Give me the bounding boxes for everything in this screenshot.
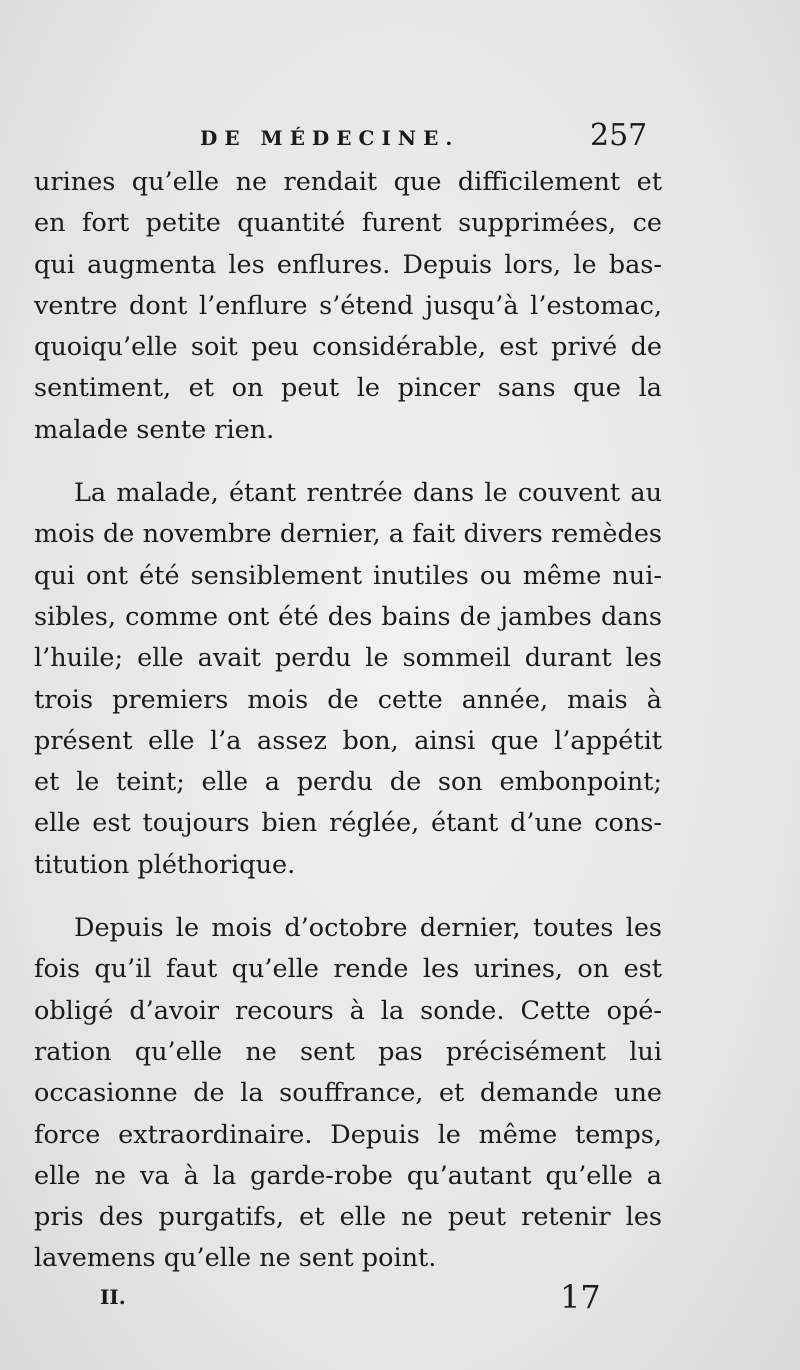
paragraph (34, 473, 662, 886)
text-line: mois de novembre dernier, a fait divers remèdes (34, 519, 662, 550)
text-line: obligé d’avoir recours à la sonde. Cette opé- (34, 995, 662, 1026)
text-line: trois premiers mois de cette année, mais à (34, 684, 662, 715)
page-number: 257 (590, 118, 648, 153)
text-line: en fort petite quantité furent supprimées, ce (34, 208, 662, 239)
text-line: ration qu’elle ne sent pas précisément lui (34, 1036, 662, 1067)
text-line: présent elle l’a assez bon, ainsi que l’appétit (34, 725, 662, 756)
running-title: DE MÉDECINE. (200, 126, 460, 150)
text-line: elle ne va à la garde-robe qu’autant qu’elle a (34, 1160, 662, 1191)
text-line: elle est toujours bien réglée, étant d’une cons- (34, 808, 662, 839)
text-line: lavemens qu’elle ne sent point. (34, 1243, 437, 1274)
body-text (34, 162, 662, 1302)
page-header (0, 118, 800, 158)
text-line: pris des purgatifs, et elle ne peut retenir les (34, 1202, 662, 1233)
text-line: qui ont été sensiblement inutiles ou même nui- (34, 560, 662, 591)
text-line: et le teint; elle a perdu de son embonpoint; (34, 767, 662, 798)
paragraph (34, 162, 662, 451)
text-line: urines qu’elle ne rendait que difficilement et (34, 167, 662, 197)
text-line: l’huile; elle avait perdu le sommeil durant les (34, 643, 662, 674)
text-line: fois qu’il faut qu’elle rende les urines, on est (34, 954, 662, 985)
page-footer (0, 1278, 800, 1318)
volume-mark: II. (100, 1285, 126, 1309)
text-line: malade sente rien. (34, 414, 275, 445)
text-line: sibles, comme ont été des bains de jambes dans (34, 601, 662, 632)
text-line: qui augmenta les enflures. Depuis lors, le bas- (34, 249, 662, 280)
text-line: titution pléthorique. (34, 849, 296, 880)
text-line: Depuis le mois d’octobre dernier, toutes les (74, 913, 662, 944)
text-line: quoiqu’elle soit peu considérable, est privé de (34, 332, 662, 363)
paragraph (34, 908, 662, 1280)
text-line: occasionne de la souffrance, et demande une (34, 1078, 662, 1109)
text-line: ventre dont l’enflure s’étend jusqu’à l’estomac, (34, 290, 662, 321)
text-line: La malade, étant rentrée dans le couvent au (74, 478, 662, 509)
text-line: force extraordinaire. Depuis le même temps, (34, 1119, 662, 1150)
text-line: sentiment, et on peut le pincer sans que la (34, 373, 662, 404)
signature-mark: 17 (560, 1278, 601, 1316)
